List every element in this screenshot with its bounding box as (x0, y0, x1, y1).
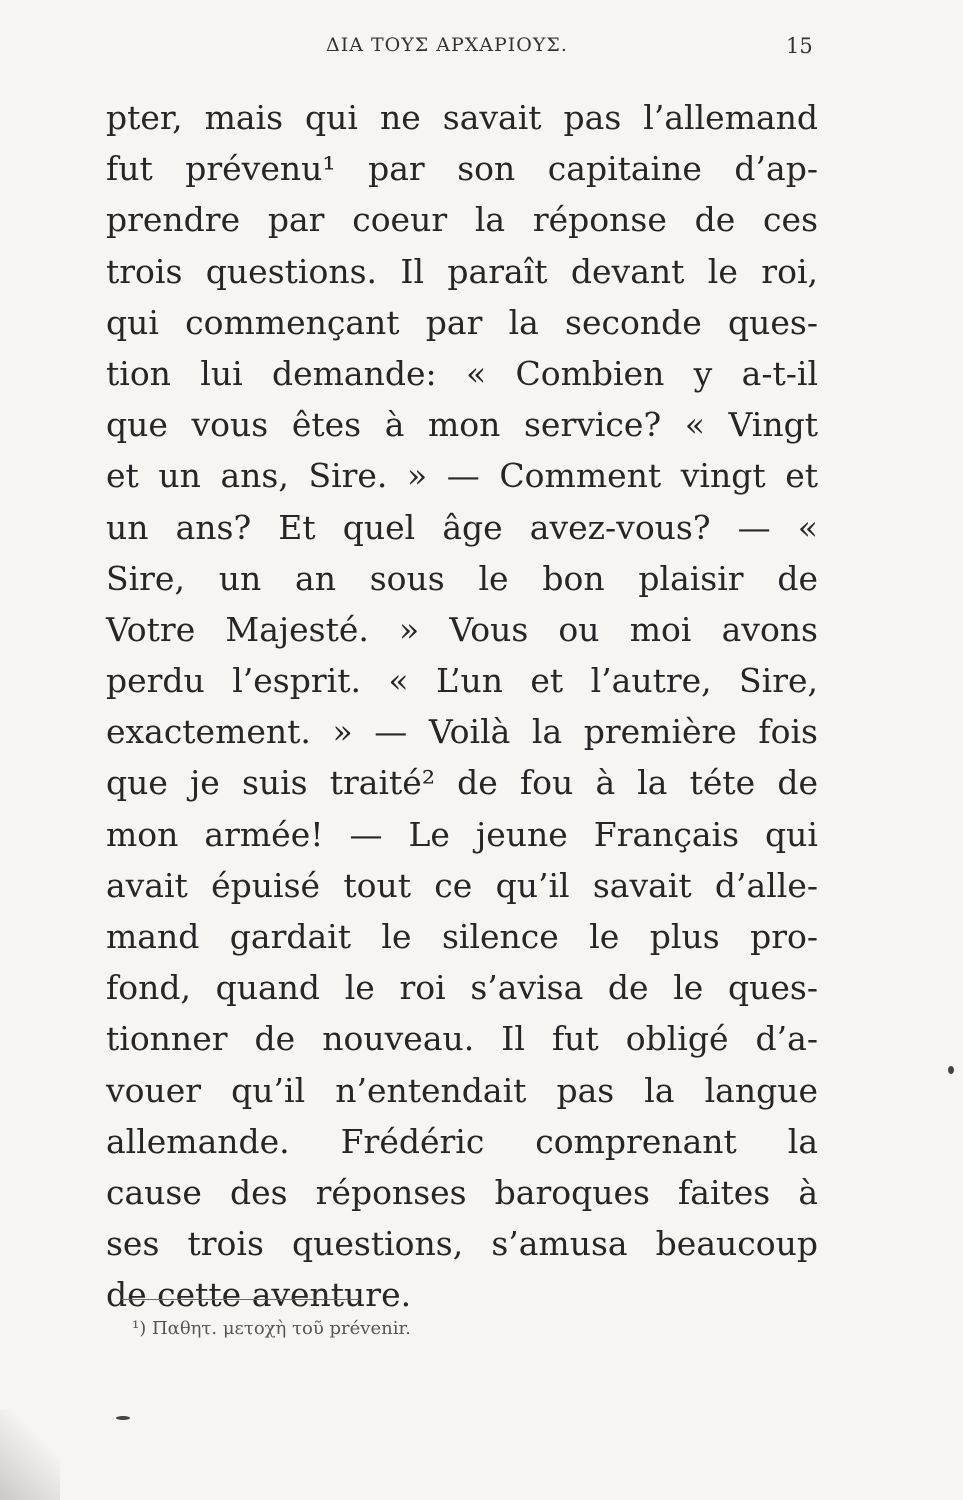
text-line: mon armée! — Le jeune Français qui (106, 814, 818, 854)
text-line: que vous êtes à mon service? « Vingt (106, 405, 818, 445)
text-line: de cette aventure. (106, 1275, 412, 1315)
paper-stain (0, 1410, 60, 1500)
text-line: un ans? Et quel âge avez-vous? — « (106, 507, 818, 547)
text-line: ses trois questions, s’amusa beaucoup (106, 1224, 818, 1264)
footnote-rule (122, 1299, 360, 1300)
text-line: exactement. » — Voilà la première fois (106, 712, 818, 752)
text-line: allemande. Frédéric comprenant la (106, 1121, 818, 1161)
text-line: Votre Majesté. » Vous ou moi avons (106, 609, 818, 649)
text-line: qui commençant par la seconde ques- (106, 302, 818, 342)
text-line: trois questions. Il paraît devant le roi, (106, 251, 818, 291)
text-line: fut prévenu¹ par son capitaine d’ap- (106, 149, 818, 189)
text-line: cause des réponses baroques faites à (106, 1172, 818, 1212)
running-head: ΔΙΑ ΤΟΥΣ ΑΡΧΑΡΙΟΥΣ. (326, 34, 568, 56)
text-line: mand gardait le silence le plus pro- (106, 917, 818, 956)
page-header (0, 34, 963, 74)
footnote: ¹) Παθητ. μετοχὴ τοῦ prévenir. (132, 1318, 411, 1339)
ink-speck (948, 1066, 954, 1074)
text-line: que je suis traité² de fou à la téte de (106, 763, 818, 803)
text-line: fond, quand le roi s’avisa de le ques- (106, 968, 818, 1008)
body-text (106, 92, 818, 1321)
text-line: tionner de nouveau. Il fut obligé d’a- (106, 1019, 818, 1059)
text-line: Sire, un an sous le bon plaisir de (106, 558, 818, 598)
text-line: et un ans, Sire. » — Comment vingt et (106, 456, 818, 496)
text-line: vouer qu’il n’entendait pas la langue (106, 1070, 818, 1110)
text-line: avait épuisé tout ce qu’il savait d’alle- (106, 865, 818, 905)
page-number: 15 (786, 34, 813, 58)
text-line: perdu l’esprit. « L’un et l’autre, Sire, (106, 661, 818, 701)
ink-speck (116, 1416, 130, 1420)
text-line: prendre par coeur la réponse de ces (106, 200, 818, 240)
text-line: pter, mais qui ne savait pas l’allemand (106, 98, 818, 137)
text-line: tion lui demande: « Combien y a-t-il (106, 353, 818, 393)
